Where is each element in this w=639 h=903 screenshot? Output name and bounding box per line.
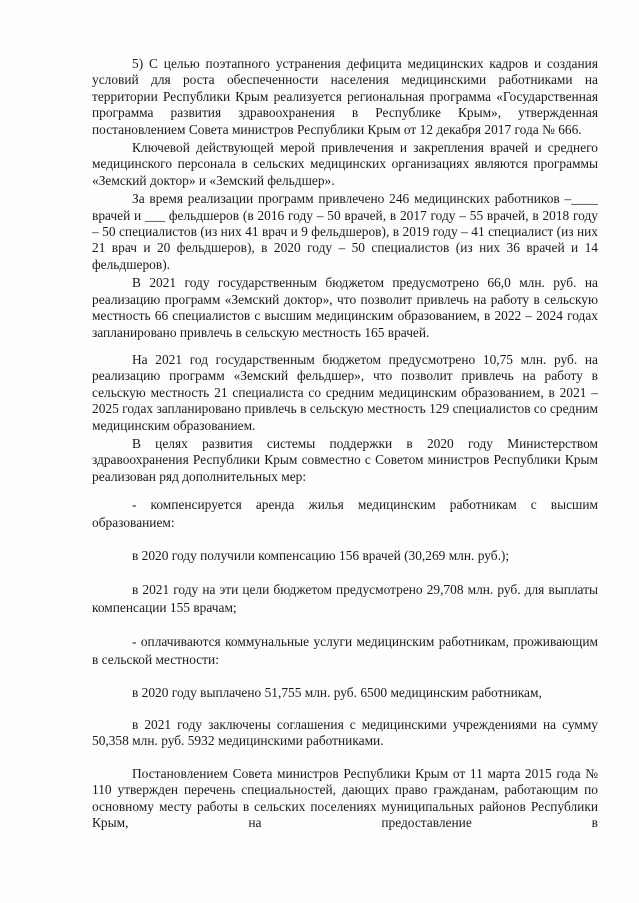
paragraph-program-intro: 5) С целью поэтапного устранения дефицита медицинских кадров и создания условий для роста обеспеченности населения медицинскими работниками на территории Республики Крым реализуется региональная программа «Государственная программа развития здравоохранения в Республике Крым», утвержденная постановлением Совета министров Республики Крым от 12 декабря 2017 года № 666. bbox=[92, 56, 598, 137]
list-item-2021-utilities: в 2021 году заключены соглашения с медицинскими учреждениями на сумму 50,358 млн. руб. 5932 медицинскими работниками. bbox=[92, 716, 598, 749]
document-body bbox=[92, 56, 598, 831]
list-item-housing-compensation: - компенсируется аренда жилья медицинским работникам с высшим образованием: bbox=[92, 497, 598, 531]
paragraph-resolution-110: Постановлением Совета министров Республики Крым от 11 марта 2015 года № 110 утвержден перечень специальностей, дающих право гражданам, работающим по основному месту работы в сельских поселениях муниципальных районов Республики Крым, на предоставление в bbox=[92, 765, 598, 830]
paragraph-zemsky-doctor-budget: В 2021 году государственным бюджетом предусмотрено 66,0 млн. руб. на реализацию программ «Земский доктор», что позволит привлечь на работу в сельскую местность 66 специалистов с высшим медицинским образованием, в 2022 – 2024 годах запланировано привлечь в сельскую местность 165 врачей. bbox=[92, 275, 598, 340]
list-item-2020-utilities: в 2020 году выплачено 51,755 млн. руб. 6500 медицинским работникам, bbox=[132, 684, 542, 700]
paragraph-staff-attracted: За время реализации программ привлечено 246 медицинских работников –____ врачей и ___ фельдшеров (в 2016 году – 50 врачей, в 2017 году – 55 врачей, в 2018 году – 50 специалистов (из них 41 врач и 9 фельдшеров), в 2019 году – 41 специалист (из них 21 врач и 20 фельдшеров), в 2020 году – 50 специалистов (из них 36 врачей и 14 фельдшеров). bbox=[92, 191, 598, 272]
paragraph-key-measure: Ключевой действующей мерой привлечения и закрепления врачей и среднего медицинского персонала в сельских медицинских организациях являются программы «Земский доктор» и «Земский фельдшер». bbox=[92, 140, 598, 188]
paragraph-zemsky-feldsher-budget: На 2021 год государственным бюджетом предусмотрено 10,75 млн. руб. на реализацию программ «Земский фельдшер», что позволит привлечь на работу в сельскую местность 21 специалиста со средним медицинским образованием, в 2021 – 2025 годах запланировано привлечь в сельскую местность 129 специалистов со средним медицинским образованием. bbox=[92, 351, 598, 433]
list-item-2020-compensation: в 2020 году получили компенсацию 156 врачей (30,269 млн. руб.); bbox=[132, 548, 510, 564]
list-item-2021-compensation: в 2021 году на эти цели бюджетом предусмотрено 29,708 млн. руб. для выплаты компенсации 155 врачам; bbox=[92, 581, 598, 615]
list-item-utilities: - оплачиваются коммунальные услуги медицинским работникам, проживающим в сельской местности: bbox=[92, 633, 598, 667]
paragraph-support-measures: В целях развития системы поддержки в 2020 году Министерством здравоохранения Республики Крым совместно с Советом министров Республики Крым реализован ряд дополнительных мер: bbox=[92, 435, 598, 484]
